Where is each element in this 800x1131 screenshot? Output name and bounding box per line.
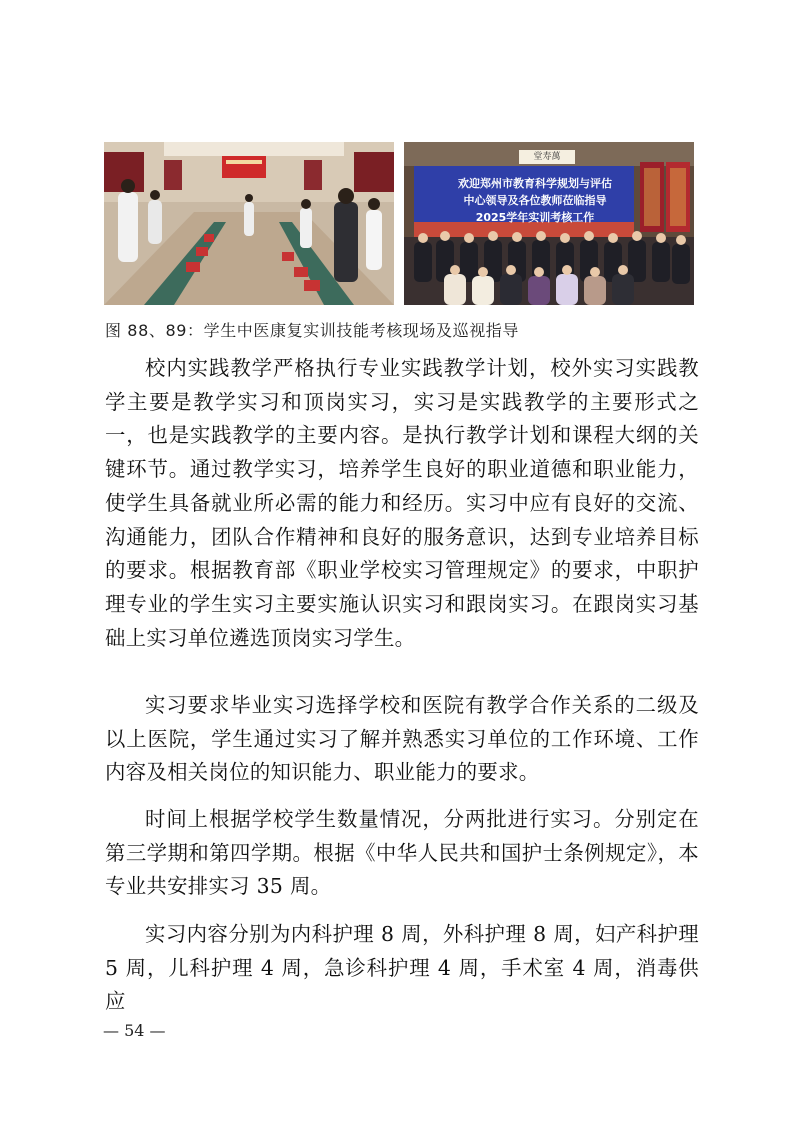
paragraph-practice-teaching: 校内实践教学严格执行专业实践教学计划，校外实习实践教学主要是教学实习和顶岗实习，实习是实践教学的主要形式之一，也是实践教学的主要内容。是执行教学计划和课程大纲的关键环节。通过教学实习，培养学生良好的职业道德和职业能力，使学生具备就业所必需的能力和经历。实习中应有良好的交流、沟通能力，团队合作精神和良好的服务意识，达到专业培养目标的要求。根据教育部《职业学校实习管理规定》的要求，中职护理专业的学生实习主要实施认识实习和跟岗实习。在跟岗实习基础上实习单位遴选顶岗实习学生。	[105, 356, 699, 650]
figure-caption: 图 88、89：学生中医康复实训技能考核现场及巡视指导	[105, 321, 520, 340]
page-number: — 54 —	[103, 1021, 166, 1040]
practical-exam-site-photo	[104, 142, 394, 305]
paragraph-internship-content: 实习内容分别为内科护理 8 周，外科护理 8 周，妇产科护理 5 周，儿科护理 4 周，急诊科护理 4 周，手术室 4 周，消毒供应	[105, 922, 699, 1014]
exam-hall-illustration	[104, 142, 394, 305]
banner-line-1: 欢迎郑州市教育科学规划与评估	[458, 177, 612, 190]
banner-line-3: 2025学年实训考核工作	[475, 211, 595, 224]
banner-line-2: 中心领导及各位教师莅临指导	[463, 194, 607, 207]
inspection-group-photo	[404, 142, 694, 305]
paragraph-internship-schedule: 时间上根据学校学生数量情况，分两批进行实习。分别定在第三学期和第四学期。根据《中华人民共和国护士条例规定》，本专业共安排实习 35 周。	[105, 807, 699, 899]
hall-name-sign: 堂寿萬	[519, 150, 575, 164]
paragraph-internship-requirements: 实习要求毕业实习选择学校和医院有教学合作关系的二级及以上医院，学生通过实习了解并熟悉实习单位的工作环境、工作内容及相关岗位的知识能力、职业能力的要求。	[105, 693, 699, 785]
